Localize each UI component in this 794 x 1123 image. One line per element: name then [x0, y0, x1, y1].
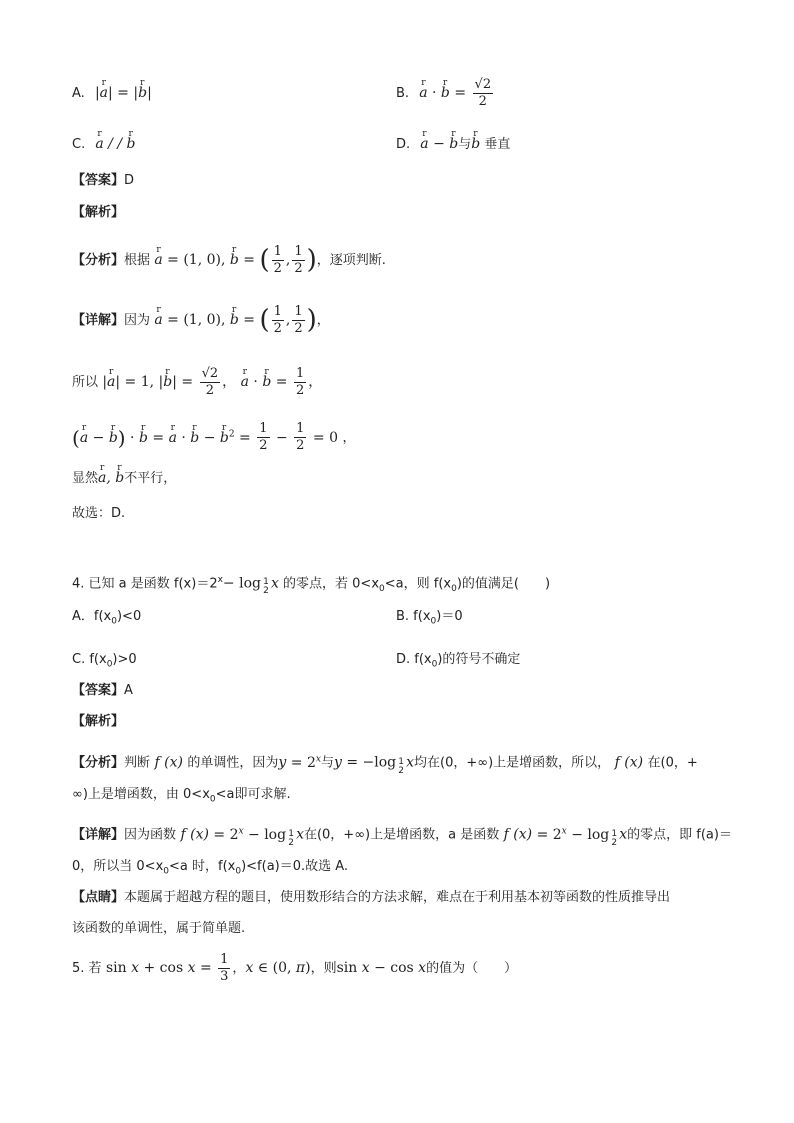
q4-opt-a-end: )<0	[116, 609, 142, 624]
option-d-text: 与	[458, 137, 472, 152]
detail-line3-math: (r a − r b) · r b = r a · r b − r $b^2$ = $\frac{1}{2}$ − $\frac{1}{2}$ = 0	[72, 430, 342, 446]
q5-mid2: ，则	[310, 961, 337, 976]
q4-detail-line2: 0，所以当 $0<x_0<a$ 时，$f(x_0)<f(a)=0$.故选 A.	[72, 859, 349, 877]
q4-fenxi-line2-end: <a即可求解.	[215, 787, 291, 802]
q4-opt-b: B. f(x	[396, 609, 431, 624]
q4-detail-line1: 【详解】因为函数 f $(x) = 2^x - \log 1$ 2 x在(0，+∞)上是增函数，a 是函数 f $(x) = 2^x - \log 1$ 2 x的零点，即 f(a)＝	[72, 826, 732, 848]
option-d-label: D.	[396, 137, 411, 152]
option-b-math: r a · r b =	[419, 85, 470, 101]
q5-end: 的值为（ ）	[426, 961, 518, 976]
frac-sqrt2-over-2: $\frac{√2}{2}$	[474, 77, 492, 109]
q5-stem: 5. 若 sin x + cos x = $\frac{1}{3}$ ，x ∈ (0, π)，则sin x − cos x的值为（ ）	[72, 952, 518, 984]
q4-fenxi-line2: ∞)上是增函数，由 $0<x_0<a$即可求解.	[72, 787, 291, 805]
q3-option-b	[396, 75, 495, 112]
q4-detail-line2: 0，所以当 0<x	[72, 859, 164, 874]
detail-choose: 故选：D.	[72, 506, 126, 521]
q4-detail-tag: 【详解】	[72, 827, 125, 843]
q4-fenxi-2: 的单调性，因为	[187, 755, 279, 771]
detail-vectors-math: r a = (1, 0), r b = ( $\frac{1}{2}$ , $\frac{1}{2}$ )	[154, 312, 316, 328]
q4-opt-c: C. f(x	[72, 652, 107, 667]
q3-choose	[72, 504, 125, 524]
option-c-math: r a / / r b	[95, 136, 135, 152]
option-a-math: |r a| = |r b|	[95, 85, 152, 101]
q3-detail-line1	[72, 300, 330, 341]
q4-option-c: C. $f(x_0)>0$	[72, 652, 137, 670]
q3-fenxi	[72, 240, 386, 281]
fenxi-tag: 【分析】	[72, 253, 125, 268]
q4-analysis	[72, 711, 124, 732]
answer-value: D	[124, 173, 135, 188]
q4-detail-3: 的零点，即 f(a)＝	[627, 827, 732, 843]
q4-detail-line2-c: )<f(a)＝0.故选 A.	[241, 859, 349, 874]
q4-dianjing-2: 该函数的单调性，属于简单题.	[72, 921, 246, 936]
q4-answer	[72, 680, 133, 701]
q4-option-a: A．$f(x_0)<0$	[72, 609, 142, 627]
q4-dianjing-line2	[72, 919, 245, 939]
q4-opt-c-end: )>0	[112, 652, 137, 667]
fenxi-suffix: ，逐项判断.	[316, 253, 386, 268]
q3-detail-line3	[72, 414, 355, 459]
q4-dianjing-tag: 【点睛】	[72, 890, 125, 905]
detail-prefix: 因为	[124, 313, 151, 328]
q4-answer-tag: 【答案】	[72, 683, 125, 698]
q4-option-b: B. $f(x_0)=0$	[396, 609, 463, 627]
detail-line3-suffix: ，	[342, 430, 356, 446]
q4-detail-2: 在(0，+∞)上是增函数，a 是函数	[303, 827, 500, 843]
q4-opt-d: D. f(x	[396, 652, 432, 667]
q4-fenxi-1: 判断	[124, 755, 151, 771]
q4-dianjing-1: 本题属于超越方程的题目，使用数形结合的方法求解，难点在于利用基本初等函数的性质推导出	[124, 890, 671, 905]
q4-stem-end: )的值满足( )	[456, 576, 551, 592]
analysis-tag: 【解析】	[72, 205, 125, 220]
q4-detail-line2-b: <a 时，f(x	[169, 859, 236, 874]
q4-option-d: D. $f(x_0)$的符号不确定	[396, 652, 521, 670]
q4-answer-value: A	[124, 683, 133, 698]
detail-tag: 【详解】	[72, 313, 125, 328]
detail-line2-math: |r a| = 1, |r b| = $\frac{√2}{2}$ ， r a · r b = $\frac{1}{2}$ ，	[102, 374, 322, 390]
q5-prefix: 5. 若	[72, 961, 102, 976]
q4-stem-mid: 的零点，若 0<x	[283, 576, 380, 592]
detail-line4-suffix: 不平行，	[124, 471, 177, 486]
q4-analysis-tag: 【解析】	[72, 714, 125, 729]
q4-opt-a: A．f(x	[72, 609, 112, 624]
option-c-label: C.	[72, 137, 86, 152]
q4-fenxi-line2: ∞)上是增函数，由 0<x	[72, 787, 210, 802]
detail-line4: 显然	[72, 471, 99, 486]
q4-detail-1: 因为函数	[124, 827, 177, 843]
q4-fenxi-line1: 【分析】判断 f (x) 的单调性，因为$y = 2^x$与y = −log 1 2 x均在(0，+∞)上是增函数，所以， f (x) 在(0，+	[72, 754, 698, 776]
q4-opt-d-end: )的符号不确定	[437, 652, 521, 667]
q3-analysis	[72, 202, 124, 223]
q3-option-c	[72, 134, 135, 155]
q4-opt-b-end: )＝0	[436, 609, 463, 624]
fenxi-vectors-math: r a = (1, 0), r b = ( $\frac{1}{2}$ , $\frac{1}{2}$ )	[154, 252, 316, 268]
option-a-label: A.	[72, 86, 85, 101]
option-b-label: B.	[396, 86, 410, 101]
answer-tag: 【答案】	[72, 173, 125, 188]
detail-suffix: ，	[316, 313, 330, 328]
q4-stem-prefix: 4. 已知 a 是函数 f(x)＝2	[72, 576, 218, 592]
q3-option-d: D. r a − r b与r b 垂直	[396, 134, 510, 155]
q3-detail-line4: 显然r a, r b不平行，	[72, 468, 176, 489]
q3-answer	[72, 170, 134, 191]
option-d-math: r a − r b	[420, 136, 458, 152]
q5-mid: ，	[232, 961, 246, 976]
q4-dianjing-line1	[72, 888, 670, 908]
q3-option-a	[72, 83, 152, 104]
q4-fenxi-4: 均在(0，+∞)上是增函数，所以，	[414, 755, 611, 771]
q4-stem-mid2: <a，则 f(x	[384, 576, 452, 592]
q4-fenxi-tag: 【分析】	[72, 755, 125, 771]
q3-detail-line2	[72, 362, 322, 403]
fenxi-prefix: 根据	[124, 253, 151, 268]
q4-fenxi-5: 在(0，+	[647, 755, 698, 771]
detail-line2-prefix: 所以	[72, 375, 99, 390]
option-d-text2: 垂直	[484, 137, 511, 152]
q4-fenxi-3: 与	[320, 755, 334, 771]
q4-stem: 4. 已知 a 是函数 $f(x)=2^x- \log 1$ 2 x 的零点，若 $0<x_0<a$，则 $f(x_0)$的值满足( )	[72, 575, 551, 597]
